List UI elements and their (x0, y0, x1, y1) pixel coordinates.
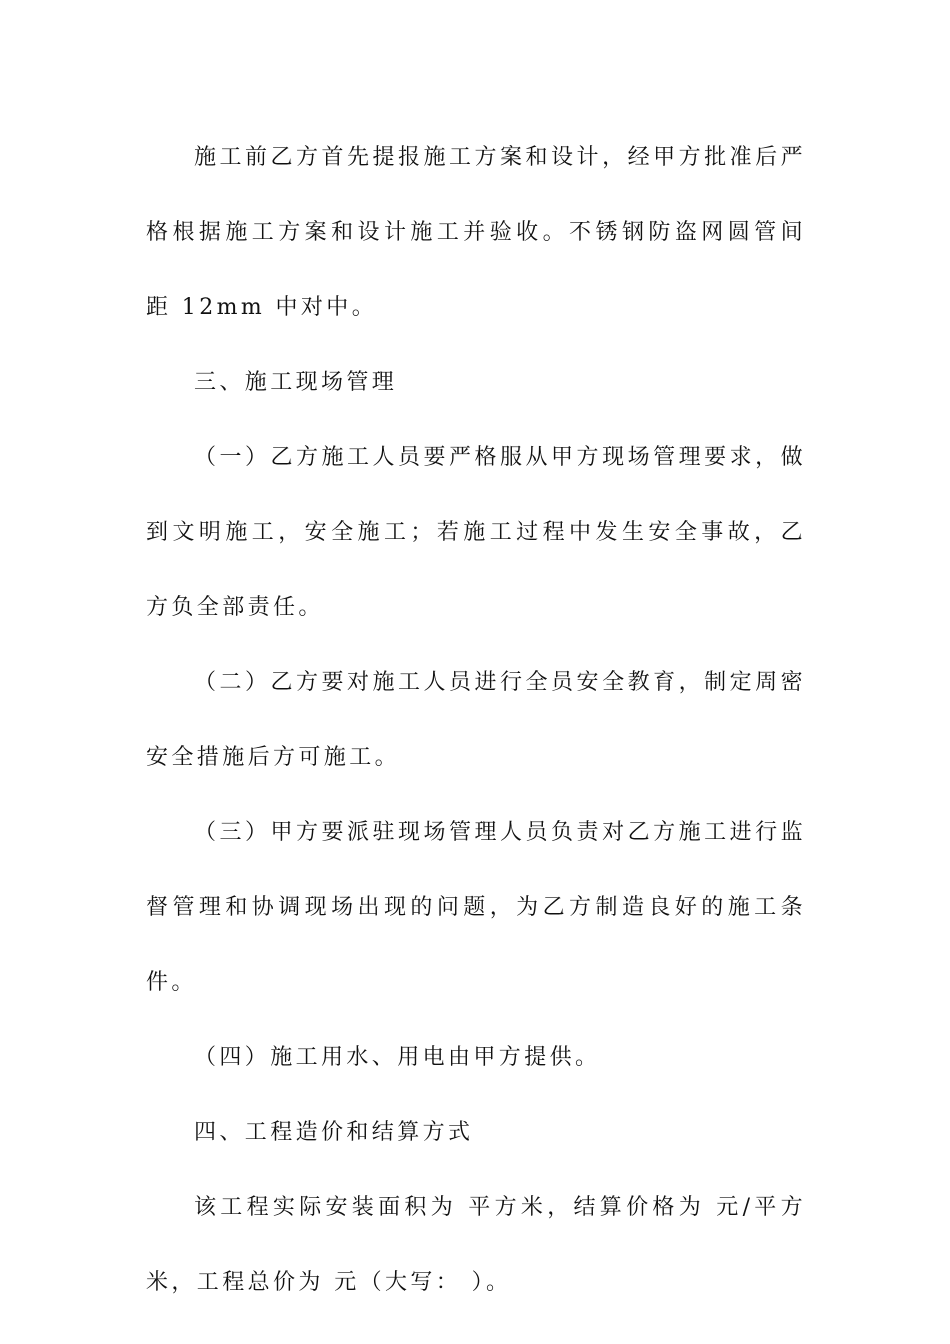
document-body (146, 120, 806, 1320)
paragraph-item-3-supervision: （三）甲方要派驻现场管理人员负责对乙方施工进行监督管理和协调现场出现的问题，为乙方制造良好的施工条件。 (146, 820, 806, 995)
section-heading-site-management: 三、施工现场管理 (194, 370, 398, 395)
paragraph-item-2-education: （二）乙方要对施工人员进行全员安全教育，制定周密安全措施后方可施工。 (146, 670, 806, 770)
paragraph-item-1-safety: （一）乙方施工人员要严格服从甲方现场管理要求，做到文明施工，安全施工；若施工过程中发生安全事故，乙方负全部责任。 (146, 445, 806, 620)
paragraph-construction-plan: 施工前乙方首先提报施工方案和设计，经甲方批准后严格根据施工方案和设计施工并验收。不锈钢防盗网圆管间距 12mm 中对中。 (146, 145, 806, 320)
paragraph-cost-details: 该工程实际安装面积为 平方米，结算价格为 元/平方米，工程总价为 元（大写： ）。 (146, 1195, 806, 1295)
paragraph-item-4-utilities: （四）施工用水、用电由甲方提供。 (194, 1045, 601, 1070)
section-heading-cost-settlement: 四、工程造价和结算方式 (194, 1120, 474, 1145)
